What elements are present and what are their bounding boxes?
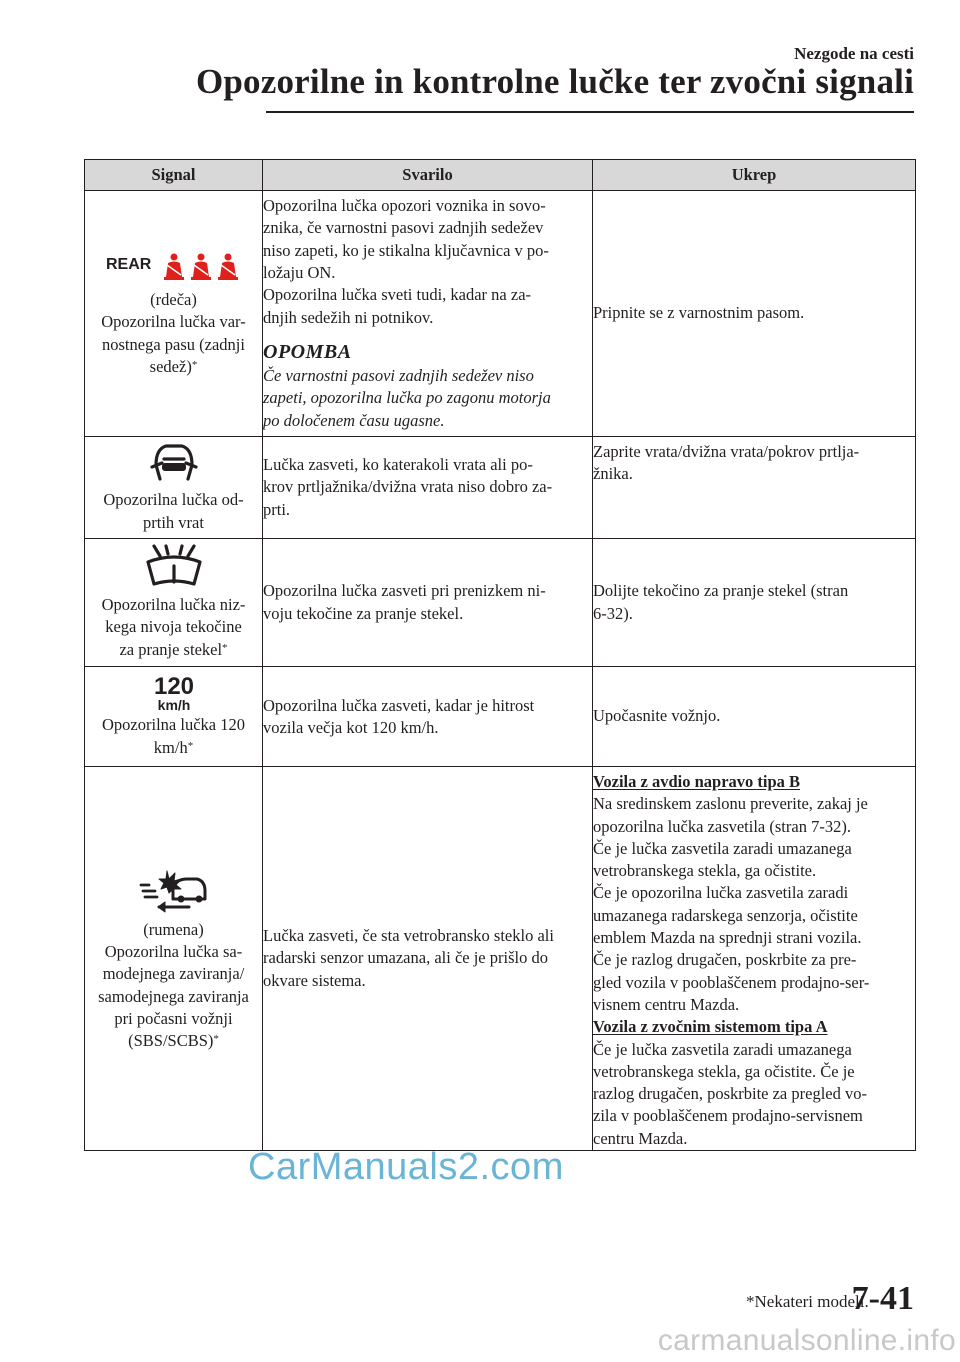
signal-name-line: (SBS/SCBS)* xyxy=(128,1031,219,1051)
action-line: umazanega radarskega senzorja, očistite xyxy=(593,905,858,925)
action-line: gled vozila v pooblaščenem prodajno-ser- xyxy=(593,972,870,992)
asterisk: * xyxy=(222,641,228,654)
warning-cell xyxy=(263,539,593,667)
warning-line: okvare sistema. xyxy=(263,970,366,990)
signal-name-line: km/h* xyxy=(153,737,194,757)
section-label: Nezgode na cesti xyxy=(794,44,914,63)
action-line: Če je razlog drugačen, poskrbite za pre- xyxy=(593,950,857,970)
table-header-row xyxy=(85,160,916,191)
table-row xyxy=(85,539,916,667)
action-line: vetrobranskega stekla, ga očistite. Če je xyxy=(593,1061,855,1081)
action-line: Če je opozorilna lučka zasvetila zaradi xyxy=(593,883,849,903)
signal-name-line: modejnega zaviranja/ xyxy=(102,964,245,984)
action-line: Če je lučka zasvetila zaradi umazanega xyxy=(593,1039,852,1059)
signal-name-line: kega nivoja tekočine xyxy=(105,617,242,637)
warning-cell xyxy=(263,191,593,437)
signal-name-line: Opozorilna lučka od- xyxy=(103,490,244,510)
asterisk: * xyxy=(213,1033,219,1046)
table-row xyxy=(85,767,916,1151)
signal-name-line: pri počasni vožnji xyxy=(114,1008,233,1028)
table-row xyxy=(85,191,916,437)
warning-line: Lučka zasveti, ko katerakoli vrata ali po- xyxy=(263,455,533,475)
action-line: Če je lučka zasvetila zaradi umazanega xyxy=(593,838,852,858)
action-line: razlog drugačen, poskrbite za pregled vo- xyxy=(593,1084,867,1104)
svg-text:120: 120 xyxy=(153,674,194,701)
action-cell xyxy=(593,437,916,539)
warning-cell xyxy=(263,437,593,539)
warning-line: niso zapeti, ko je stikalna ključavnica v po- xyxy=(263,240,549,260)
action-line: žnika. xyxy=(593,464,633,484)
warning-line: krov prtljažnika/dvižna vrata niso dobro za- xyxy=(263,477,553,497)
signal-color-label: (rumena) xyxy=(143,919,204,939)
action-line: Dolijte tekočino za pranje stekel (stran xyxy=(593,581,849,601)
column-header-action: Ukrep xyxy=(593,160,916,191)
action-cell xyxy=(593,539,916,667)
watermark-logo: CarManuals2.com xyxy=(248,1146,564,1188)
speed-120-icon xyxy=(148,674,200,712)
footnote: *Nekateri modeli. xyxy=(746,1292,869,1311)
warning-lights-table xyxy=(84,159,916,1151)
warning-line: voju tekočine za pranje stekel. xyxy=(263,603,464,623)
action-line: vetrobranskega stekla, ga očistite. xyxy=(593,861,817,881)
warning-line: Lučka zasveti, če sta vetrobransko steklo ali xyxy=(263,926,554,946)
action-subtitle-audio-b: Vozila z avdio napravo tipa B xyxy=(593,772,801,791)
action-line: Zaprite vrata/dvižna vrata/pokrov prtlja- xyxy=(593,442,860,461)
site-watermark: carmanualsonline.info xyxy=(657,1324,956,1357)
action-line: emblem Mazda na sprednji strani vozila. xyxy=(593,928,862,948)
table-row xyxy=(85,437,916,539)
signal-color-label: (rdeča) xyxy=(150,289,197,309)
warning-line: Opozorilna lučka zasveti, kadar je hitrost xyxy=(263,696,535,715)
action-line: opozorilna lučka zasvetila (stran 7-32). xyxy=(593,816,851,836)
signal-name-line: Opozorilna lučka var- xyxy=(101,312,246,332)
signal-cell xyxy=(85,539,263,667)
action-line: zila v pooblaščenem prodajno-servisnem xyxy=(593,1106,863,1126)
note-line: po določenem času ugasne. xyxy=(263,410,445,430)
action-cell xyxy=(593,767,916,1151)
action-subtitle-audio-a: Vozila z zvočnim sistemom tipa A xyxy=(593,1017,828,1037)
asterisk: * xyxy=(191,358,198,371)
svg-text:km/h: km/h xyxy=(157,697,190,713)
warning-line: prti. xyxy=(263,499,291,519)
action-line: Upočasnite vožnjo. xyxy=(593,706,721,726)
table-row xyxy=(85,667,916,767)
action-line: centru Mazda. xyxy=(593,1128,688,1148)
signal-name-line: Opozorilna lučka niz- xyxy=(101,595,246,615)
warning-line: radarski senzor umazana, ali če je prišlo do xyxy=(263,948,548,968)
action-cell xyxy=(593,667,916,767)
signal-name-line: za pranje stekel* xyxy=(119,639,228,659)
warning-line: znika, če varnostni pasovi zadnjih sedežev xyxy=(263,218,544,238)
note-line: Če varnostni pasovi zadnjih sedežev niso xyxy=(263,366,534,386)
door-ajar-icon xyxy=(148,441,200,483)
washer-fluid-icon xyxy=(142,544,206,588)
signal-name-line: samodejnega zaviranja xyxy=(98,986,249,1006)
action-line: visnem centru Mazda. xyxy=(593,994,740,1014)
signal-name-line: sedež)* xyxy=(149,356,198,376)
signal-name-line: prtih vrat xyxy=(143,512,204,532)
warning-line: ložaju ON. xyxy=(263,262,336,282)
svg-text:REAR: REAR xyxy=(105,255,151,273)
warning-line: Opozorilna lučka opozori voznika in sovo- xyxy=(263,196,546,216)
warning-line: Opozorilna lučka zasveti pri prenizkem ni- xyxy=(263,581,546,601)
note-line: zapeti, opozorilna lučka po zagonu motorja xyxy=(263,388,551,408)
action-cell xyxy=(593,191,916,437)
signal-name-line: Opozorilna lučka 120 xyxy=(102,715,245,735)
signal-name-line: Opozorilna lučka sa- xyxy=(104,941,243,961)
warning-line: dnjih sedežih ni potnikov. xyxy=(263,307,434,327)
signal-cell xyxy=(85,767,263,1151)
signal-cell xyxy=(85,667,263,767)
header-divider xyxy=(266,111,914,113)
note-title: OPOMBA xyxy=(263,340,352,363)
page-number: 7-41 xyxy=(851,1280,914,1317)
action-line: 6-32). xyxy=(593,603,633,623)
warning-cell xyxy=(263,667,593,767)
warning-line: Opozorilna lučka sveti tudi, kadar na za- xyxy=(263,285,532,305)
page-title: Opozorilne in kontrolne lučke ter zvočni signali xyxy=(195,62,914,101)
action-line: Pripnite se z varnostnim pasom. xyxy=(593,303,805,323)
signal-cell xyxy=(85,191,263,437)
warning-cell xyxy=(263,767,593,1151)
warning-line: vozila večja kot 120 km/h. xyxy=(263,718,439,738)
column-header-signal: Signal xyxy=(85,160,263,191)
rear-seatbelt-warning-icon xyxy=(104,249,244,283)
column-header-warning: Svarilo xyxy=(263,160,593,191)
signal-cell xyxy=(85,437,263,539)
asterisk: * xyxy=(187,739,194,752)
signal-name-line: nostnega pasu (zadnji xyxy=(102,334,245,354)
action-line: Na sredinskem zaslonu preverite, zakaj je xyxy=(593,794,868,814)
brake-support-icon xyxy=(139,865,209,913)
